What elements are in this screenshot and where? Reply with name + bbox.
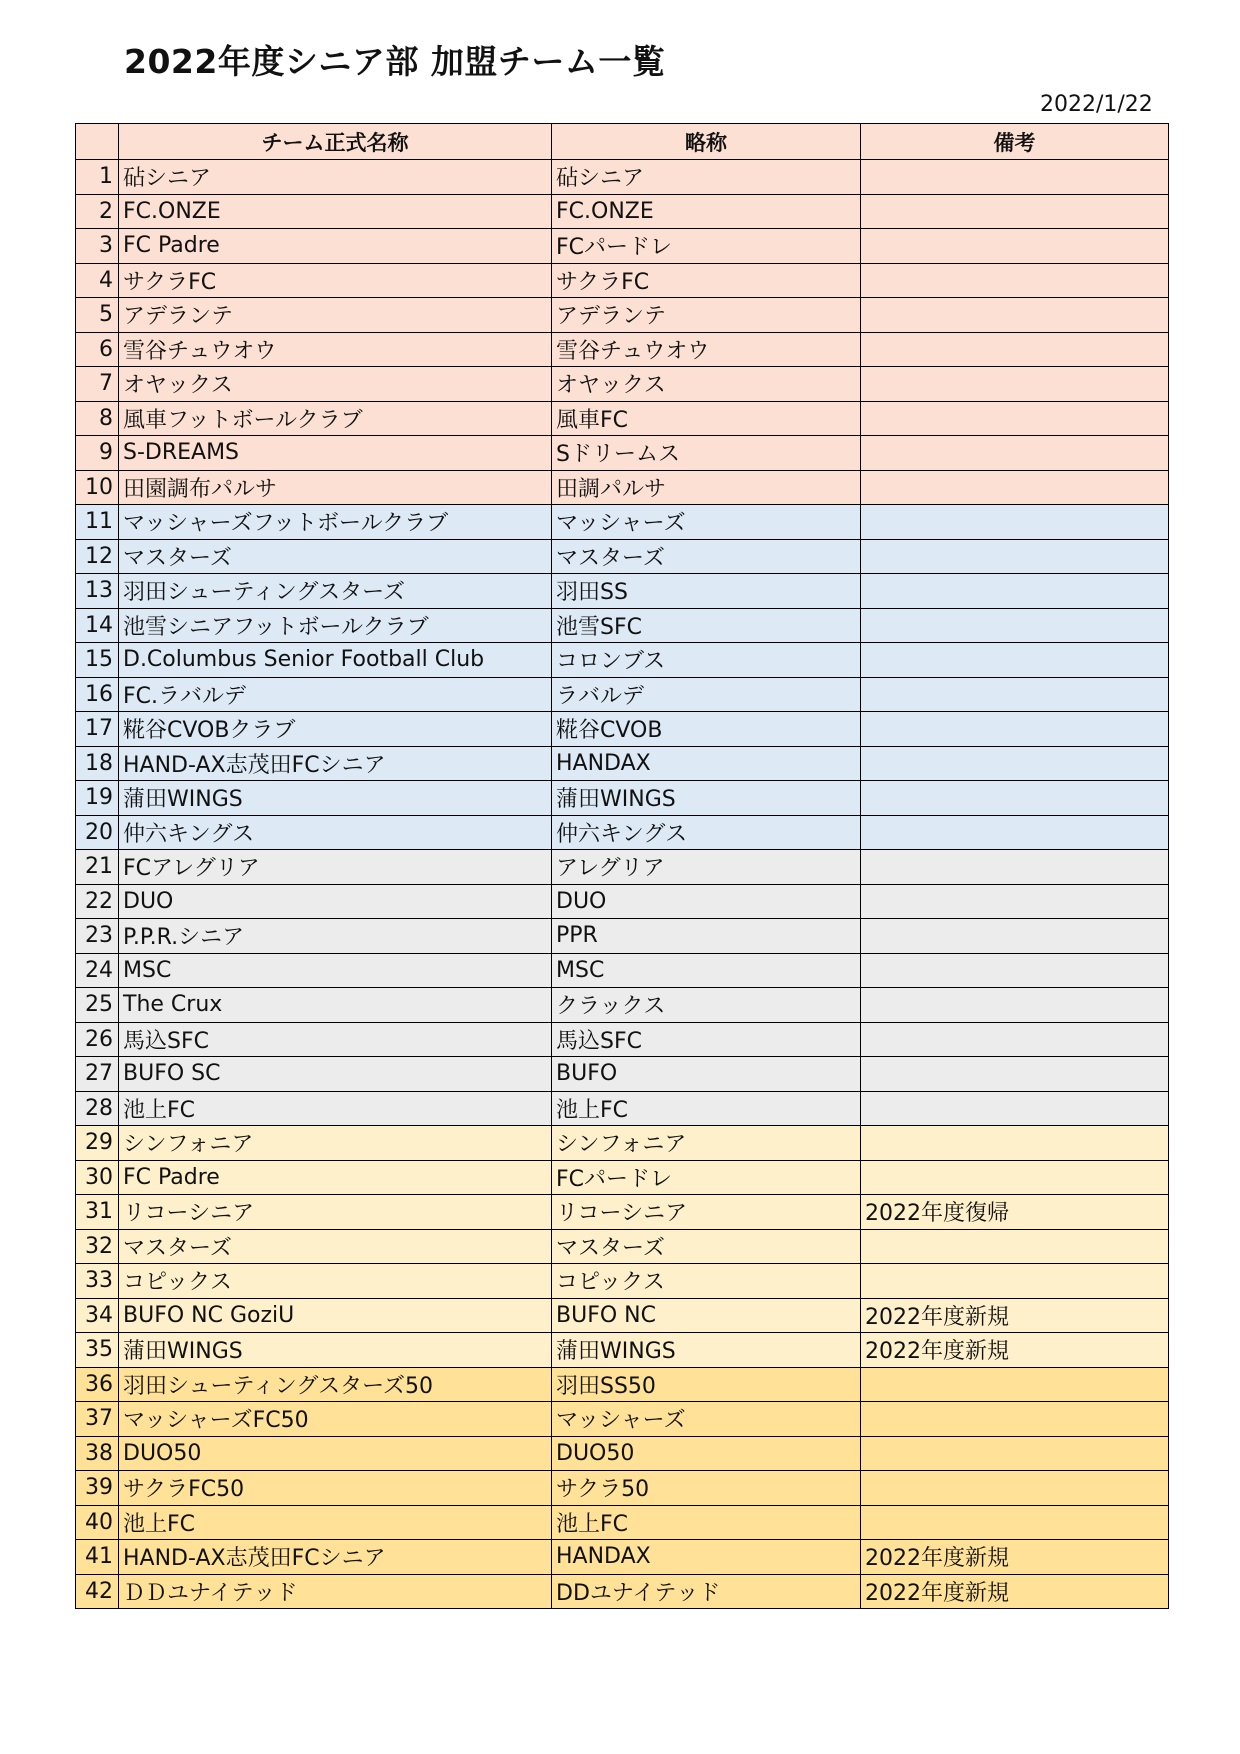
row-number: 20 xyxy=(76,815,119,850)
team-abbreviation: FC.ONZE xyxy=(552,194,861,229)
table-row xyxy=(76,1402,1169,1437)
team-abbreviation: BUFO NC xyxy=(552,1298,861,1333)
team-official-name: HAND-AX志茂田FCシニア xyxy=(119,1540,552,1575)
team-official-name: P.P.R.シニア xyxy=(119,919,552,954)
row-number: 1 xyxy=(76,160,119,195)
team-abbreviation: FCパードレ xyxy=(552,229,861,264)
team-abbreviation: 羽田SS xyxy=(552,574,861,609)
row-number: 36 xyxy=(76,1367,119,1402)
table-row xyxy=(76,539,1169,574)
team-official-name: リコーシニア xyxy=(119,1195,552,1230)
table-row xyxy=(76,1229,1169,1264)
table-row xyxy=(76,815,1169,850)
header-remarks: 備考 xyxy=(861,124,1169,160)
table-row xyxy=(76,919,1169,954)
table-row xyxy=(76,712,1169,747)
team-official-name: 羽田シューティングスターズ xyxy=(119,574,552,609)
team-abbreviation: 羽田SS50 xyxy=(552,1367,861,1402)
team-remarks xyxy=(861,505,1169,540)
team-official-name: マッシャーズFC50 xyxy=(119,1402,552,1437)
row-number: 26 xyxy=(76,1022,119,1057)
row-number: 24 xyxy=(76,953,119,988)
team-official-name: BUFO SC xyxy=(119,1057,552,1092)
team-official-name: マッシャーズフットボールクラブ xyxy=(119,505,552,540)
row-number: 9 xyxy=(76,436,119,471)
team-official-name: FC.ONZE xyxy=(119,194,552,229)
team-abbreviation: マスターズ xyxy=(552,1229,861,1264)
table-row xyxy=(76,367,1169,402)
team-abbreviation: ラバルデ xyxy=(552,677,861,712)
table-row xyxy=(76,1022,1169,1057)
team-abbreviation: クラックス xyxy=(552,988,861,1023)
team-abbreviation: DUO50 xyxy=(552,1436,861,1471)
team-abbreviation: 池雪SFC xyxy=(552,608,861,643)
team-remarks xyxy=(861,401,1169,436)
table-row xyxy=(76,1057,1169,1092)
team-official-name: FCアレグリア xyxy=(119,850,552,885)
team-remarks xyxy=(861,1091,1169,1126)
team-official-name: DUO xyxy=(119,884,552,919)
table-row xyxy=(76,436,1169,471)
team-abbreviation: FCパードレ xyxy=(552,1160,861,1195)
team-official-name: マスターズ xyxy=(119,1229,552,1264)
team-remarks xyxy=(861,953,1169,988)
table-row xyxy=(76,988,1169,1023)
team-abbreviation: シンフォニア xyxy=(552,1126,861,1161)
team-rows xyxy=(76,160,1169,1609)
table-row xyxy=(76,1126,1169,1161)
team-official-name: S-DREAMS xyxy=(119,436,552,471)
table-row xyxy=(76,229,1169,264)
row-number: 2 xyxy=(76,194,119,229)
team-abbreviation: 砧シニア xyxy=(552,160,861,195)
team-remarks xyxy=(861,1126,1169,1161)
team-official-name: マスターズ xyxy=(119,539,552,574)
team-official-name: 雪谷チュウオウ xyxy=(119,332,552,367)
table-row xyxy=(76,1091,1169,1126)
table-row xyxy=(76,953,1169,988)
table-row xyxy=(76,1505,1169,1540)
team-official-name: 仲六キングス xyxy=(119,815,552,850)
row-number: 35 xyxy=(76,1333,119,1368)
team-remarks xyxy=(861,643,1169,678)
row-number: 33 xyxy=(76,1264,119,1299)
document-date: 2022/1/22 xyxy=(1040,92,1153,117)
team-official-name: アデランテ xyxy=(119,298,552,333)
row-number: 38 xyxy=(76,1436,119,1471)
team-remarks xyxy=(861,367,1169,402)
team-official-name: オヤックス xyxy=(119,367,552,402)
team-abbreviation: 池上FC xyxy=(552,1091,861,1126)
team-abbreviation: MSC xyxy=(552,953,861,988)
team-remarks xyxy=(861,746,1169,781)
team-remarks xyxy=(861,712,1169,747)
team-remarks: 2022年度復帰 xyxy=(861,1195,1169,1230)
header-number xyxy=(76,124,119,160)
team-abbreviation: サクラ50 xyxy=(552,1471,861,1506)
team-official-name: D.Columbus Senior Football Club xyxy=(119,643,552,678)
row-number: 13 xyxy=(76,574,119,609)
team-official-name: サクラFC xyxy=(119,263,552,298)
table-row xyxy=(76,1540,1169,1575)
team-official-name: 蒲田WINGS xyxy=(119,1333,552,1368)
team-abbreviation: コロンブス xyxy=(552,643,861,678)
team-official-name: BUFO NC GoziU xyxy=(119,1298,552,1333)
table-row xyxy=(76,505,1169,540)
team-official-name: 糀谷CVOBクラブ xyxy=(119,712,552,747)
table-row xyxy=(76,160,1169,195)
team-official-name: 風車フットボールクラブ xyxy=(119,401,552,436)
row-number: 39 xyxy=(76,1471,119,1506)
row-number: 34 xyxy=(76,1298,119,1333)
team-official-name: FC Padre xyxy=(119,229,552,264)
row-number: 28 xyxy=(76,1091,119,1126)
team-official-name: シンフォニア xyxy=(119,1126,552,1161)
team-abbreviation: オヤックス xyxy=(552,367,861,402)
row-number: 21 xyxy=(76,850,119,885)
team-remarks xyxy=(861,298,1169,333)
row-number: 23 xyxy=(76,919,119,954)
team-abbreviation: 蒲田WINGS xyxy=(552,781,861,816)
team-remarks xyxy=(861,194,1169,229)
row-number: 31 xyxy=(76,1195,119,1230)
team-remarks xyxy=(861,919,1169,954)
team-remarks xyxy=(861,884,1169,919)
table-row xyxy=(76,1298,1169,1333)
team-remarks xyxy=(861,1436,1169,1471)
team-remarks xyxy=(861,229,1169,264)
team-remarks xyxy=(861,1229,1169,1264)
row-number: 32 xyxy=(76,1229,119,1264)
team-remarks: 2022年度新規 xyxy=(861,1574,1169,1609)
row-number: 27 xyxy=(76,1057,119,1092)
table-row xyxy=(76,608,1169,643)
table-row xyxy=(76,1264,1169,1299)
team-abbreviation: マッシャーズ xyxy=(552,1402,861,1437)
team-remarks xyxy=(861,850,1169,885)
table-row xyxy=(76,332,1169,367)
team-abbreviation: アデランテ xyxy=(552,298,861,333)
table-row xyxy=(76,1195,1169,1230)
row-number: 12 xyxy=(76,539,119,574)
team-remarks xyxy=(861,539,1169,574)
team-remarks xyxy=(861,1057,1169,1092)
team-official-name: コピックス xyxy=(119,1264,552,1299)
row-number: 19 xyxy=(76,781,119,816)
row-number: 10 xyxy=(76,470,119,505)
row-number: 5 xyxy=(76,298,119,333)
team-remarks xyxy=(861,815,1169,850)
row-number: 42 xyxy=(76,1574,119,1609)
team-official-name: HAND-AX志茂田FCシニア xyxy=(119,746,552,781)
team-remarks xyxy=(861,1022,1169,1057)
team-abbreviation: Sドリームス xyxy=(552,436,861,471)
team-official-name: FC.ラバルデ xyxy=(119,677,552,712)
team-remarks xyxy=(861,1160,1169,1195)
team-official-name: FC Padre xyxy=(119,1160,552,1195)
table-row xyxy=(76,401,1169,436)
team-official-name: 池雪シニアフットボールクラブ xyxy=(119,608,552,643)
row-number: 29 xyxy=(76,1126,119,1161)
team-abbreviation: 風車FC xyxy=(552,401,861,436)
row-number: 41 xyxy=(76,1540,119,1575)
header-official-name: チーム正式名称 xyxy=(119,124,552,160)
team-abbreviation: HANDAX xyxy=(552,1540,861,1575)
row-number: 40 xyxy=(76,1505,119,1540)
team-abbreviation: 蒲田WINGS xyxy=(552,1333,861,1368)
table-row xyxy=(76,470,1169,505)
row-number: 15 xyxy=(76,643,119,678)
team-official-name: 砧シニア xyxy=(119,160,552,195)
team-remarks xyxy=(861,677,1169,712)
row-number: 17 xyxy=(76,712,119,747)
row-number: 18 xyxy=(76,746,119,781)
table-header-row xyxy=(76,124,1169,160)
team-remarks xyxy=(861,332,1169,367)
team-abbreviation: BUFO xyxy=(552,1057,861,1092)
team-abbreviation: PPR xyxy=(552,919,861,954)
table-row xyxy=(76,643,1169,678)
team-abbreviation: 池上FC xyxy=(552,1505,861,1540)
team-abbreviation: リコーシニア xyxy=(552,1195,861,1230)
table-row xyxy=(76,298,1169,333)
row-number: 30 xyxy=(76,1160,119,1195)
team-remarks xyxy=(861,1505,1169,1540)
team-official-name: 池上FC xyxy=(119,1091,552,1126)
table-row xyxy=(76,1436,1169,1471)
team-official-name: 池上FC xyxy=(119,1505,552,1540)
row-number: 37 xyxy=(76,1402,119,1437)
table-row xyxy=(76,884,1169,919)
table-row xyxy=(76,1160,1169,1195)
team-abbreviation: マッシャーズ xyxy=(552,505,861,540)
team-remarks xyxy=(861,781,1169,816)
team-abbreviation: サクラFC xyxy=(552,263,861,298)
team-official-name: DUO50 xyxy=(119,1436,552,1471)
team-remarks xyxy=(861,608,1169,643)
row-number: 7 xyxy=(76,367,119,402)
team-remarks: 2022年度新規 xyxy=(861,1333,1169,1368)
header-abbreviation: 略称 xyxy=(552,124,861,160)
table-row xyxy=(76,194,1169,229)
team-abbreviation: HANDAX xyxy=(552,746,861,781)
team-remarks xyxy=(861,263,1169,298)
team-abbreviation: 仲六キングス xyxy=(552,815,861,850)
team-table xyxy=(75,123,1169,1609)
team-abbreviation: DDユナイテッド xyxy=(552,1574,861,1609)
team-abbreviation: マスターズ xyxy=(552,539,861,574)
row-number: 3 xyxy=(76,229,119,264)
team-remarks xyxy=(861,1367,1169,1402)
team-abbreviation: DUO xyxy=(552,884,861,919)
team-official-name: ＤＤユナイテッド xyxy=(119,1574,552,1609)
team-official-name: 田園調布パルサ xyxy=(119,470,552,505)
table-row xyxy=(76,850,1169,885)
table-row xyxy=(76,263,1169,298)
team-abbreviation: 雪谷チュウオウ xyxy=(552,332,861,367)
team-abbreviation: アレグリア xyxy=(552,850,861,885)
team-remarks xyxy=(861,1264,1169,1299)
row-number: 14 xyxy=(76,608,119,643)
table-row xyxy=(76,574,1169,609)
team-remarks xyxy=(861,1402,1169,1437)
row-number: 25 xyxy=(76,988,119,1023)
page-title: 2022年度シニア部 加盟チーム一覧 xyxy=(124,42,666,81)
team-abbreviation: コピックス xyxy=(552,1264,861,1299)
team-remarks xyxy=(861,988,1169,1023)
row-number: 4 xyxy=(76,263,119,298)
team-official-name: MSC xyxy=(119,953,552,988)
table-row xyxy=(76,746,1169,781)
team-remarks: 2022年度新規 xyxy=(861,1540,1169,1575)
row-number: 16 xyxy=(76,677,119,712)
row-number: 22 xyxy=(76,884,119,919)
table-row xyxy=(76,1574,1169,1609)
row-number: 11 xyxy=(76,505,119,540)
table-row xyxy=(76,677,1169,712)
table-row xyxy=(76,1367,1169,1402)
team-remarks xyxy=(861,574,1169,609)
team-abbreviation: 田調パルサ xyxy=(552,470,861,505)
team-remarks xyxy=(861,1471,1169,1506)
team-official-name: 蒲田WINGS xyxy=(119,781,552,816)
team-official-name: サクラFC50 xyxy=(119,1471,552,1506)
row-number: 8 xyxy=(76,401,119,436)
team-official-name: 羽田シューティングスターズ50 xyxy=(119,1367,552,1402)
row-number: 6 xyxy=(76,332,119,367)
team-remarks xyxy=(861,470,1169,505)
table-row xyxy=(76,1471,1169,1506)
team-official-name: The Crux xyxy=(119,988,552,1023)
team-abbreviation: 馬込SFC xyxy=(552,1022,861,1057)
team-remarks: 2022年度新規 xyxy=(861,1298,1169,1333)
team-official-name: 馬込SFC xyxy=(119,1022,552,1057)
table-row xyxy=(76,781,1169,816)
team-remarks xyxy=(861,160,1169,195)
team-abbreviation: 糀谷CVOB xyxy=(552,712,861,747)
table-row xyxy=(76,1333,1169,1368)
team-remarks xyxy=(861,436,1169,471)
